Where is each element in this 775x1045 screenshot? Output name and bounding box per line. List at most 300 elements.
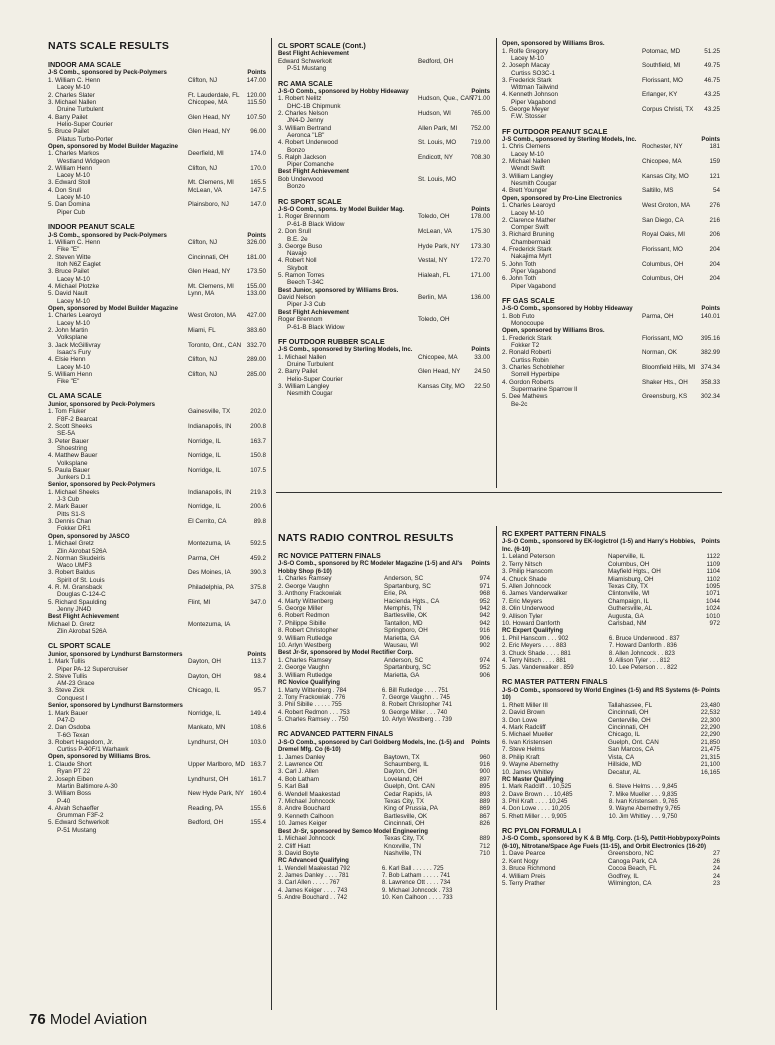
qualifying-row [278, 865, 490, 872]
entrant-location: Philadelphia, PA [188, 584, 234, 591]
entrant-name: 2. Kent Nogy [502, 857, 539, 865]
result-row [278, 664, 490, 671]
entrant-points: 285.00 [246, 370, 266, 378]
entrant-points: 869 [479, 805, 490, 813]
entrant-points: 43.25 [704, 105, 720, 113]
aircraft-model: Lacey M-10 [57, 319, 90, 327]
entrant-location: St. Louis, MO [418, 139, 457, 147]
entrant-name: 6. Wendell Maakestad [278, 790, 341, 798]
entrant-name: 1. Dave Pearce [502, 850, 546, 858]
entrant-name: 5. Bruce Pailet [48, 128, 89, 136]
result-row [48, 356, 266, 363]
entrant-points: 23,480 [700, 701, 720, 709]
entrant-location: Columbus, OH [642, 275, 684, 283]
qualifying-row [502, 813, 720, 820]
entrant-name: 10. James Keiger [278, 820, 328, 828]
aircraft-model: Navajo [287, 250, 307, 258]
column-1 [48, 40, 266, 1010]
entrant-name: 4. Gordon Roberts [502, 378, 554, 386]
qualifying-entry: 10. Lee Peterson . . . 822 [608, 664, 678, 672]
entrant-points: 24 [712, 872, 720, 880]
qualifying-entry: 2. James Danley . . . . 781 [278, 872, 349, 880]
result-row [502, 91, 720, 98]
qualifying-entry: 6. Bruce Underwood . 837 [608, 634, 680, 642]
entrant-points: 23 [712, 879, 720, 887]
result-row [502, 620, 720, 627]
entrant-points: 107.5 [250, 466, 266, 474]
entrant-points: 133.00 [246, 290, 266, 298]
aircraft-model: P-51 Mustang [287, 65, 327, 73]
entrant-points: 1044 [705, 597, 720, 605]
entrant-location: West Groton, MA [642, 202, 691, 210]
sponsor-line [278, 828, 490, 836]
sponsor-line [502, 835, 720, 850]
entrant-name: 8. Olin Underwood [502, 605, 555, 613]
sponsor-line [48, 305, 266, 313]
column-rule [496, 38, 497, 488]
entrant-location: Bartlesville, OK [384, 612, 428, 620]
aircraft-model: Martin Baltimore A-30 [57, 782, 118, 790]
sponsor-line [502, 327, 720, 335]
result-row [48, 790, 266, 797]
entrant-points: 21,315 [700, 753, 720, 761]
entrant-points: 172.70 [470, 257, 490, 265]
entrant-name: 3. Frederick Stark [502, 76, 552, 84]
entrant-name: 4. Barry Pailet [48, 113, 88, 121]
aircraft-model: Shoestring [57, 444, 88, 452]
entrant-location: Cocoa Beach, FL [608, 865, 657, 873]
entrant-name: 1. Leland Peterson [502, 553, 555, 561]
entrant-location: McLean, VA [188, 186, 222, 194]
entrant-location: Anderson, SC [384, 656, 424, 664]
entrant-points: 592.5 [250, 540, 266, 548]
qualifying-row [502, 798, 720, 805]
sponsor-text: Open, sponsored by Williams Bros. [502, 40, 605, 47]
entrant-points: 21,850 [700, 738, 720, 746]
aircraft-model: Piper Vagabond [511, 98, 556, 106]
result-row [278, 768, 490, 775]
entrant-location: Bloomfield Hills, MI [642, 364, 696, 372]
points-header: Points [471, 560, 490, 568]
entrant-name: Edward Schwerkolt [278, 57, 332, 65]
entrant-location: Norridge, IL [188, 503, 221, 511]
entrant-points: 163.7 [250, 437, 266, 445]
result-row [278, 850, 490, 857]
entrant-location: Clintonville, WI [608, 590, 650, 598]
entrant-location: Indianapolis, IN [188, 488, 232, 496]
entrant-location: Spartanburg, SC [384, 664, 431, 672]
result-row [502, 393, 720, 400]
result-row [502, 335, 720, 342]
qualifying-entry: 2. Dave Brown . . . 10,485 [502, 790, 573, 798]
entrant-name: 1. Michael Nallen [278, 353, 327, 361]
qualifying-entry: 7. Howard Danforth . 836 [608, 642, 677, 650]
entrant-name: 3. David Boyte [278, 849, 319, 857]
entrant-points: 155.6 [250, 804, 266, 812]
qualifying-row [502, 635, 720, 642]
result-row [278, 657, 490, 664]
qualifying-entry: 9. George Miller . . . 740 [381, 708, 448, 716]
entrant-name: 1. Robert Nelitz [278, 95, 322, 103]
result-row [278, 598, 490, 605]
entrant-name: 6. James Vanderwalker [502, 590, 568, 598]
result-row [502, 568, 720, 575]
aircraft-model: Chambermaid [511, 238, 551, 246]
entrant-location: Toronto, Ont., CAN [188, 341, 242, 349]
entrant-location: Chicago, IL [188, 687, 220, 695]
entrant-points: 960 [479, 753, 490, 761]
qualifying-entry: 1. Phil Hanscom . . . 902 [502, 634, 569, 642]
entrant-location: Lyndhurst, OH [188, 738, 229, 746]
entrant-name: 1. Rhett Miller III [502, 701, 548, 709]
entrant-name: 5. Karl Ball [278, 783, 309, 791]
entrant-location: Tallahassee, FL [608, 701, 653, 709]
entrant-points: 916 [479, 627, 490, 635]
entrant-location: Glen Head, NY [188, 128, 231, 136]
qualifying-row [502, 657, 720, 664]
section-title: CL AMA SCALE [48, 391, 102, 401]
qualifying-row [278, 701, 490, 708]
entrant-location: Chicago, IL [608, 731, 640, 739]
entrant-name: 2. Joseph Eiben [48, 775, 94, 783]
aircraft-model: Douglas C-124-C [57, 591, 106, 599]
result-row [502, 313, 720, 320]
result-row [278, 590, 490, 597]
entrant-name: 8. Andre Bouchard [278, 805, 331, 813]
aircraft-model: Grumman F3F-2 [57, 812, 104, 820]
sponsor-text: Best Flight Achievement [278, 168, 349, 176]
section-list [278, 552, 490, 901]
result-row [502, 275, 720, 282]
qualifying-title: RC Master Qualifying [502, 775, 564, 783]
entrant-points: 108.6 [250, 724, 266, 732]
aircraft-model: JN4-D Jenny [287, 117, 324, 125]
entrant-points: 459.2 [250, 554, 266, 562]
entrant-location: Tantallon, MD [384, 619, 423, 627]
aircraft-model: Lacey M-10 [511, 54, 544, 62]
entrant-points: 326.00 [246, 239, 266, 246]
entrant-location: Texas City, TX [384, 835, 425, 843]
qualifying-entry: 9. Allison Tyler . . . 812 [608, 656, 671, 664]
result-row [278, 354, 490, 361]
entrant-location: Ft. Lauderdale, FL [188, 91, 240, 99]
entrant-location: Lynn, MA [188, 290, 215, 298]
entrant-points: 900 [479, 768, 490, 776]
entrant-location: Dayton, OH [384, 768, 417, 776]
entrant-points: 332.70 [246, 341, 266, 349]
result-row [48, 268, 266, 275]
entrant-points: 942 [479, 612, 490, 620]
entrant-location: Southfield, MI [642, 62, 681, 70]
result-row [502, 106, 720, 113]
aircraft-model: Fike "E" [57, 378, 80, 386]
entrant-name: 7. Eric Meyers [502, 597, 543, 605]
sponsor-line [48, 232, 266, 240]
result-row [278, 805, 490, 812]
entrant-points: 1109 [706, 560, 720, 568]
result-row [502, 246, 720, 253]
column-4 [278, 528, 490, 1010]
result-row [48, 290, 266, 297]
result-row [502, 173, 720, 180]
entrant-name: 4. Chuck Shade [502, 575, 547, 583]
entrant-name: 1. Bob Futo [502, 312, 535, 320]
entrant-location: Royal Oaks, MI [642, 231, 686, 239]
result-row [502, 717, 720, 724]
entrant-name: 7. Michael Johncock [278, 798, 336, 806]
sponsor-text: J-S-O Comb., sponsored by K & B Mfg. Corp. (1-5), Pettit-Hobbypoxy (6-10), Nitrotane/Space Age Fuels (11-15), and Orbit Electronics (16-20) [502, 835, 706, 850]
section-title: RC AMA SCALE [278, 78, 333, 88]
aircraft-model: Comper Swift [511, 224, 549, 232]
entrant-name: 5. Edward Schwerkolt [48, 819, 109, 827]
entrant-location: Plainsboro, NJ [188, 201, 229, 209]
result-row [48, 283, 266, 290]
qualifying-row [278, 872, 490, 879]
entrant-location: Anderson, SC [384, 575, 424, 583]
result-row [48, 327, 266, 334]
entrant-points: 302.34 [700, 393, 720, 401]
entrant-location: Glen Head, NY [188, 268, 231, 276]
points-header: Points [471, 205, 490, 213]
aircraft-model: Pitts S1-S [57, 510, 85, 518]
entrant-name: 10. Howard Danforth [502, 620, 561, 628]
sponsor-line [502, 40, 720, 48]
entrant-points: 107.50 [246, 113, 266, 121]
result-row [278, 213, 490, 220]
aircraft-model: Lacey M-10 [57, 172, 90, 180]
result-row [502, 576, 720, 583]
qualifying-row [278, 894, 490, 901]
entrant-location: Greensburg, KS [642, 393, 688, 401]
aircraft-model: Bonzo [287, 183, 305, 191]
sponsor-text: Junior, sponsored by Lyndhurst Barnstormers [48, 650, 183, 658]
result-row [502, 865, 720, 872]
section-rule [276, 492, 722, 493]
column-5 [502, 528, 720, 1010]
entrant-points: 942 [479, 605, 490, 613]
entrant-location: Columbus, OH [608, 560, 650, 568]
result-row [48, 452, 266, 459]
sponsor-text: Junior, sponsored by Peck-Polymers [48, 400, 156, 408]
entrant-location: Upper Marlboro, MD [188, 760, 246, 768]
sponsor-line [278, 346, 490, 354]
entrant-points: 155.4 [250, 819, 266, 827]
section-title: FF GAS SCALE [502, 295, 555, 305]
result-row [278, 243, 490, 250]
sponsor-text: Open, sponsored by JASCO [48, 532, 130, 540]
entrant-points: 867 [479, 812, 490, 820]
sponsor-line [48, 702, 266, 710]
entrant-points: 33.00 [474, 353, 490, 361]
result-row [278, 58, 490, 65]
sponsor-line [278, 206, 490, 214]
results-section [48, 392, 266, 635]
qualifying-entry: 4. Don Lowe . . . . 10,205 [502, 805, 571, 813]
entrant-name: 2. Michael Nallen [502, 158, 551, 166]
result-row [48, 584, 266, 591]
sponsor-line [278, 649, 490, 657]
sponsor-text: Best Junior, sponsored by Williams Bros. [278, 286, 399, 294]
entrant-name: 3. George Buso [278, 242, 323, 250]
entrant-name: 2. Ronald Roberti [502, 349, 552, 357]
entrant-location: Chicopee, MA [188, 98, 228, 106]
entrant-points: 765.00 [470, 110, 490, 118]
sponsor-text: J-S-O Comb., sponsored by EK-logictrol (1-5) and Harry's Hobbies, Inc. (6-10) [502, 538, 696, 553]
entrant-points: 972 [709, 620, 720, 628]
entrant-name: 5. Dee Mathews [502, 393, 548, 401]
results-section [48, 642, 266, 834]
qualifying-entry: 10. Arlyn Westberg . . 739 [381, 715, 452, 723]
entrant-location: Hialeah, FL [418, 271, 451, 279]
entrant-location: Mankato, MN [188, 724, 226, 732]
entrant-location: Deerfield, MI [188, 150, 224, 158]
entrant-points: 170.0 [250, 164, 266, 172]
entrant-points: 1010 [705, 612, 720, 620]
entrant-points: 1104 [706, 568, 720, 576]
result-row [502, 598, 720, 605]
aircraft-model: Nesmith Cougar [511, 180, 557, 188]
result-row [502, 202, 720, 209]
entrant-points: 43.25 [704, 91, 720, 99]
entrant-points: 147.0 [250, 201, 266, 209]
entrant-points: 173.50 [246, 268, 266, 276]
aircraft-model: Spirit of St. Louis [57, 576, 105, 584]
entrant-location: Parma, OH [188, 554, 220, 562]
aircraft-model: Supermarine Sparrow II [511, 386, 578, 394]
sponsor-line [48, 481, 266, 489]
entrant-points: 200.6 [250, 503, 266, 511]
page-title: NATS SCALE RESULTS [48, 40, 170, 52]
entrant-points: 155.00 [246, 282, 266, 290]
aircraft-model: F.W. Stosser [511, 113, 547, 121]
result-row [502, 583, 720, 590]
entrant-name: 6. Ivan Kristensen [502, 738, 553, 746]
aircraft-model: P-61-B Black Widow [287, 323, 345, 331]
entrant-location: Hacienda Hgts., CA [384, 597, 440, 605]
results-section [502, 678, 720, 819]
qualifying-row [278, 887, 490, 894]
entrant-name: 5. Michael Mueller [502, 731, 554, 739]
result-row [48, 739, 266, 746]
qualifying-entry: 5. Jas. Vanderwalker . 859 [502, 664, 574, 672]
result-row [48, 187, 266, 194]
aircraft-model: Helio-Super Courier [287, 375, 343, 383]
sponsor-text: J-S-O Comb., sponsored by RC Modeler Magazine (1-5) and Al's Hobby Shop (6-10) [278, 560, 463, 575]
points-header: Points [471, 346, 490, 354]
results-section [502, 297, 720, 408]
result-row [278, 761, 490, 768]
entrant-name: 5. Paula Bauer [48, 466, 90, 474]
entrant-points: 395.16 [700, 334, 720, 342]
entrant-name: 3. Michael Nallen [48, 98, 97, 106]
entrant-location: Cincinnati, OH [608, 724, 649, 732]
qualifying-row [502, 805, 720, 812]
aircraft-model: Druine Turbulent [57, 106, 104, 114]
aircraft-model: Piper Vagabond [511, 268, 556, 276]
aircraft-model: Volksplane [57, 459, 88, 467]
sponsor-line [502, 538, 720, 553]
entrant-name: 3. Bruce Richmond [502, 865, 556, 873]
aircraft-model: Bonzo [287, 146, 305, 154]
entrant-points: 173.30 [470, 242, 490, 250]
results-section [278, 552, 490, 723]
entrant-name: 3. William Langley [502, 172, 554, 180]
aircraft-model: Wittman Tailwind [511, 84, 559, 92]
result-row [278, 383, 490, 390]
entrant-location: Kansas City, MO [642, 172, 689, 180]
results-section [502, 40, 720, 121]
entrant-location: Cedar Rapids, IA [384, 790, 432, 798]
sponsor-text: Senior, sponsored by Lyndhurst Barnstormers [48, 702, 183, 710]
entrant-name: 4. Michael Plotzke [48, 282, 100, 290]
aircraft-model: Lacey M-10 [511, 150, 544, 158]
section-list [48, 61, 266, 834]
entrant-location: Florissant, MO [642, 76, 683, 84]
sponsor-line [502, 687, 720, 702]
qualifying-entry: 10. Jim Whitley . . . 9,750 [608, 812, 678, 820]
entrant-name: 2. Cliff Hiatt [278, 842, 311, 850]
entrant-points: 427.00 [246, 312, 266, 320]
aircraft-model: Piper Comanche [287, 161, 334, 169]
sponsor-line [278, 739, 490, 754]
aircraft-model: Beech T-34C [287, 279, 324, 287]
sponsor-line [502, 136, 720, 144]
entrant-location: Clifton, NJ [188, 370, 218, 378]
entrant-location: Hudson, WI [418, 110, 451, 118]
entrant-points: 974 [479, 656, 490, 664]
entrant-points: 206 [709, 231, 720, 239]
entrant-location: Norman, OK [642, 349, 677, 357]
entrant-points: 171.00 [470, 271, 490, 279]
aircraft-model: Zlin Akrobat 526A [57, 628, 107, 636]
sponsor-text: J-S-O Comb., sponsored by Carl Goldberg Models, Inc. (1-5) and Dremel Mfg. Co (6-10) [278, 738, 465, 754]
qualifying-row [502, 791, 720, 798]
sponsor-text: J-S-O Comb., sponsored by Hobby Hideaway [278, 87, 409, 95]
entrant-name: 8. Robert Christopher [278, 627, 339, 635]
sponsor-line [278, 560, 490, 575]
entrant-name: 5. William Henn [48, 370, 93, 378]
result-row [48, 687, 266, 694]
entrant-points: 22,532 [700, 709, 720, 717]
result-row [48, 99, 266, 106]
entrant-location: Guthersville, AL [608, 605, 653, 613]
entrant-points: 160.4 [250, 790, 266, 798]
entrant-name: 2. John Martin [48, 326, 88, 334]
section-title: RC PYLON FORMULA I [502, 825, 581, 835]
result-row [48, 408, 266, 415]
aircraft-model: Lacey M-10 [57, 194, 90, 202]
aircraft-model: P-51 Mustang [57, 826, 97, 834]
entrant-points: 712 [479, 842, 490, 850]
result-row [502, 880, 720, 887]
entrant-location: Nashville, TN [384, 849, 422, 857]
aircraft-model: SE-5A [57, 430, 76, 438]
entrant-name: 3. William Boss [48, 790, 92, 798]
result-row [48, 819, 266, 826]
result-row [502, 143, 720, 150]
qualifying-title: RC Expert Qualifying [502, 627, 563, 635]
entrant-name: 9. Kenneth Calhoon [278, 812, 334, 820]
entrant-location: St. Louis, MO [418, 175, 457, 183]
entrant-name: 1. Chris Clemens [502, 143, 551, 151]
entrant-points: 826 [479, 820, 490, 828]
entrant-location: Miami, FL [188, 326, 216, 334]
result-row [48, 658, 266, 665]
entrant-points: 178.00 [470, 213, 490, 221]
entrant-name: 5. Allen Johncock [502, 583, 552, 591]
entrant-location: Allen Park, MI [418, 124, 458, 132]
entrant-location: Kansas City, MO [418, 382, 465, 390]
